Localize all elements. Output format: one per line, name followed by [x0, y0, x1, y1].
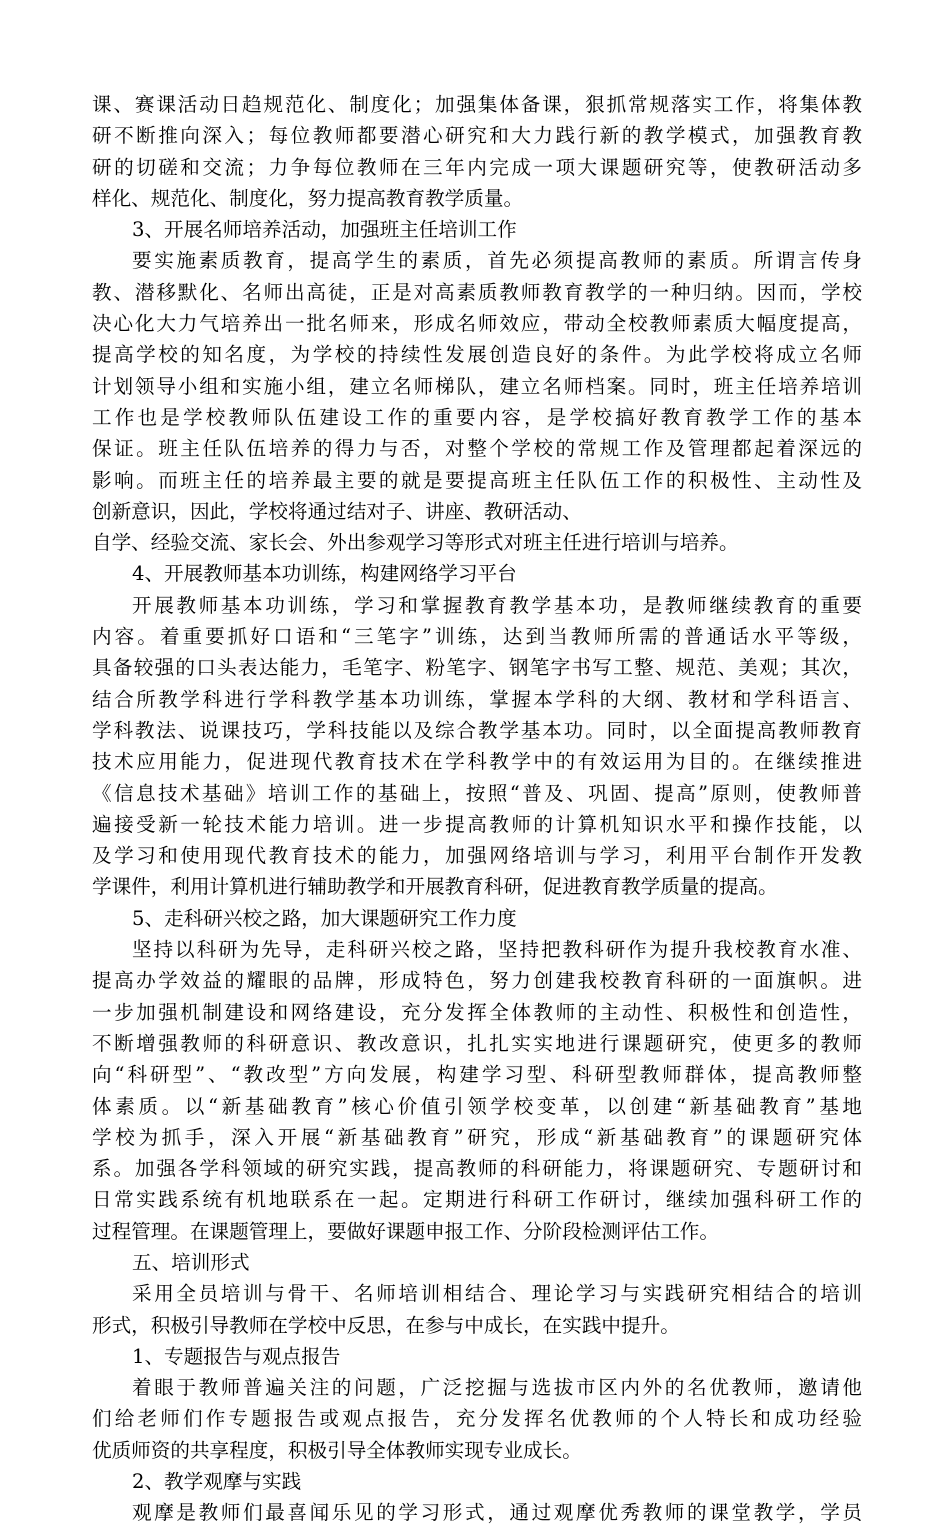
- text-line: 研不断推向深入；每位教师都要潜心研究和大力践行新的教学模式，加强教育教: [92, 124, 862, 148]
- text-line: 形式，积极引导教师在学校中反思，在参与中成长，在实践中提升。: [92, 1313, 680, 1337]
- text-line: 教、潜移默化、名师出高徒，正是对高素质教师教育教学的一种归纳。因而，学校: [92, 280, 862, 304]
- text-line: 创新意识，因此，学校将通过结对子、讲座、教研活动、: [92, 499, 582, 523]
- text-line: 向“科研型”、“教改型”方向发展，构建学习型、科研型教师群体，提高教师整: [92, 1063, 862, 1087]
- text-line: 观摩是教师们最喜闻乐见的学习形式，通过观摩优秀教师的课堂教学，学员: [132, 1501, 862, 1525]
- text-line: 《信息技术基础》培训工作的基础上，按照“普及、巩固、提高”原则，使教师普: [92, 781, 862, 805]
- text-line: 五、培训形式: [132, 1250, 250, 1274]
- text-line: 5、走科研兴校之路，加大课题研究工作力度: [132, 906, 517, 930]
- text-line: 2、教学观摩与实践: [132, 1470, 302, 1494]
- text-line: 影响。而班主任的培养最主要的就是要提高班主任队伍工作的积极性、主动性及: [92, 468, 862, 492]
- text-line: 3、开展名师培养活动，加强班主任培训工作: [132, 218, 517, 242]
- text-line: 技术应用能力，促进现代教育技术在学科教学中的有效运用为目的。在继续推进: [92, 750, 862, 774]
- text-line: 学科教法、说课技巧，学科技能以及综合教学基本功。同时，以全面提高教师教育: [92, 718, 862, 742]
- text-line: 结合所教学科进行学科教学基本功训练，掌握本学科的大纲、教材和学科语言、: [92, 687, 862, 711]
- text-line: 决心化大力气培养出一批名师来，形成名师效应，带动全校教师素质大幅度提高，: [92, 312, 862, 336]
- text-line: 样化、规范化、制度化，努力提高教育教学质量。: [92, 186, 524, 210]
- text-line: 内容。着重要抓好口语和“三笔字”训练，达到当教师所需的普通话水平等级，: [92, 625, 862, 649]
- text-line: 们给老师们作专题报告或观点报告，充分发挥名优教师的个人特长和成功经验: [92, 1407, 862, 1431]
- text-line: 遍接受新一轮技术能力培训。进一步提高教师的计算机知识水平和操作技能，以: [92, 812, 862, 836]
- text-line: 提高学校的知名度，为学校的持续性发展创造良好的条件。为此学校将成立名师: [92, 343, 862, 367]
- document-page: [92, 89, 862, 1529]
- text-line: 学课件，利用计算机进行辅助教学和开展教育科研，促进教育教学质量的提高。: [92, 875, 778, 899]
- text-line: 日常实践系统有机地联系在一起。定期进行科研工作研讨，继续加强科研工作的: [92, 1188, 862, 1212]
- text-line: 不断增强教师的科研意识、教改意识，扎扎实实地进行课题研究，使更多的教师: [92, 1031, 862, 1055]
- text-line: 着眼于教师普遍关注的问题，广泛挖掘与选拔市区内外的名优教师，邀请他: [132, 1376, 862, 1400]
- text-line: 计划领导小组和实施小组，建立名师梯队，建立名师档案。同时，班主任培养培训: [92, 374, 862, 398]
- text-line: 4、开展教师基本功训练，构建网络学习平台: [132, 562, 517, 586]
- text-line: 自学、经验交流、家长会、外出参观学习等形式对班主任进行培训与培养。: [92, 531, 739, 555]
- text-line: 课、赛课活动日趋规范化、制度化；加强集体备课，狠抓常规落实工作，将集体教: [92, 93, 862, 116]
- text-line: 优质师资的共享程度，积极引导全体教师实现专业成长。: [92, 1438, 582, 1462]
- text-line: 采用全员培训与骨干、名师培训相结合、理论学习与实践研究相结合的培训: [132, 1282, 862, 1306]
- text-line: 保证。班主任队伍培养的得力与否，对整个学校的常规工作及管理都起着深远的: [92, 437, 862, 461]
- text-line: 一步加强机制建设和网络建设，充分发挥全体教师的主动性、积极性和创造性，: [92, 1000, 862, 1024]
- text-line: 提高办学效益的耀眼的品牌，形成特色，努力创建我校教育科研的一面旗帜。进: [92, 969, 862, 993]
- text-line: 坚持以科研为先导，走科研兴校之路，坚持把教科研作为提升我校教育水准、: [132, 938, 862, 962]
- text-line: 1、专题报告与观点报告: [132, 1344, 341, 1368]
- text-line: 要实施素质教育，提高学生的素质，首先必须提高教师的素质。所谓言传身: [132, 249, 862, 273]
- text-line: 系。加强各学科领域的研究实践，提高教师的科研能力，将课题研究、专题研讨和: [92, 1157, 862, 1181]
- text-line: 过程管理。在课题管理上，要做好课题申报工作、分阶段检测评估工作。: [92, 1219, 719, 1243]
- text-line: 开展教师基本功训练，学习和掌握教育教学基本功，是教师继续教育的重要: [132, 593, 862, 617]
- text-line: 学校为抓手，深入开展“新基础教育”研究，形成“新基础教育”的课题研究体: [92, 1125, 862, 1149]
- text-line: 工作也是学校教师队伍建设工作的重要内容，是学校搞好教育教学工作的基本: [92, 405, 862, 429]
- text-line: 具备较强的口头表达能力，毛笔字、粉笔字、钢笔字书写工整、规范、美观；其次，: [92, 656, 862, 680]
- text-line: 体素质。以“新基础教育”核心价值引领学校变革，以创建“新基础教育”基地: [92, 1094, 862, 1118]
- text-line: 及学习和使用现代教育技术的能力，加强网络培训与学习，利用平台制作开发教: [92, 844, 862, 868]
- text-line: 研的切磋和交流；力争每位教师在三年内完成一项大课题研究等，使教研活动多: [92, 155, 862, 179]
